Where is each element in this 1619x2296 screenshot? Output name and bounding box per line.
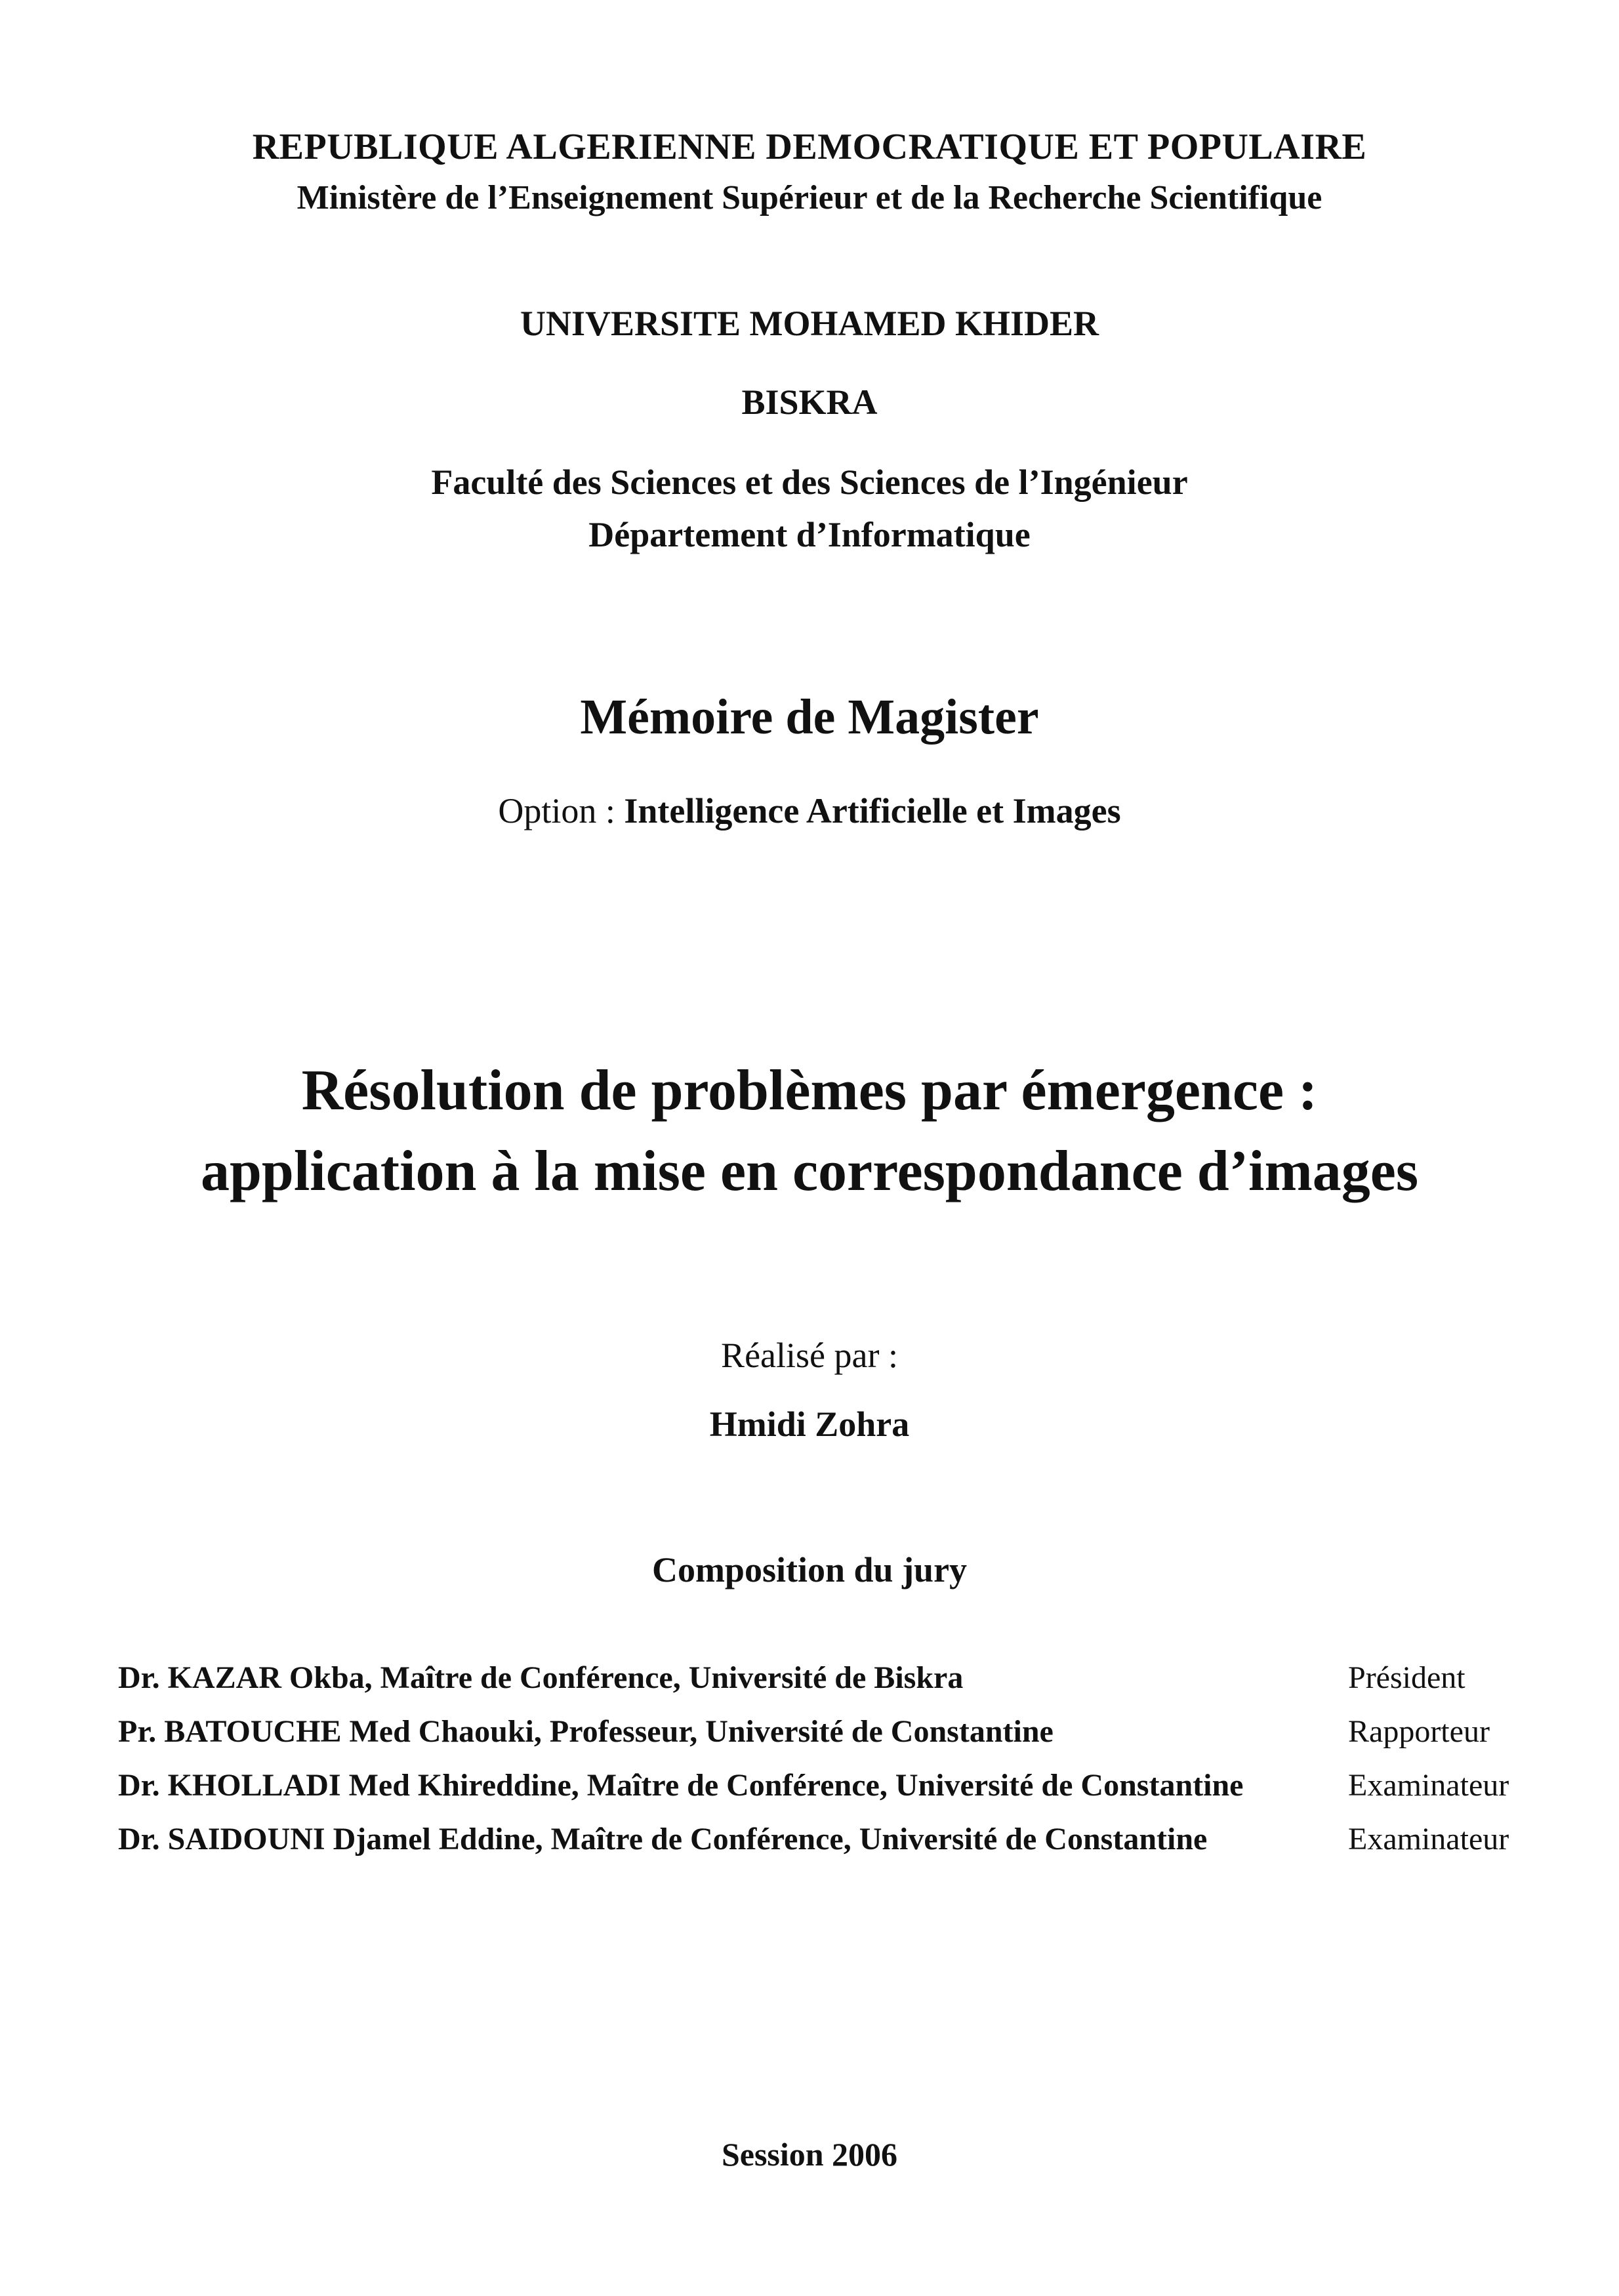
department-name: Département d’Informatique — [588, 515, 1031, 554]
jury-member: Dr. KHOLLADI Med Khireddine, Maître de Conférence, Université de Constantine — [118, 1768, 1244, 1803]
university-city: BISKRA — [741, 382, 878, 422]
jury-role: Président — [1348, 1660, 1465, 1695]
jury-member: Dr. SAIDOUNI Djamel Eddine, Maître de Conférence, Université de Constantine — [118, 1822, 1208, 1856]
jury-role: Examinateur — [1348, 1768, 1509, 1803]
jury-list — [118, 1660, 1528, 1875]
ministry-heading: Ministère de l’Enseignement Supérieur et de la Recherche Scientifique — [297, 179, 1322, 216]
thesis-title-line-1: Résolution de problèmes par émergence : — [301, 1059, 1318, 1122]
jury-row — [118, 1713, 1528, 1767]
jury-row — [118, 1660, 1528, 1713]
jury-member: Pr. BATOUCHE Med Chaouki, Professeur, Université de Constantine — [118, 1714, 1054, 1749]
session-year: Session 2006 — [721, 2136, 898, 2173]
document-type: Mémoire de Magister — [580, 689, 1039, 745]
jury-row — [118, 1821, 1528, 1875]
option-line — [0, 790, 1619, 831]
option-value: Intelligence Artificielle et Images — [624, 791, 1121, 830]
jury-role: Rapporteur — [1348, 1714, 1490, 1749]
university-name: UNIVERSITE MOHAMED KHIDER — [520, 304, 1099, 343]
faculty-name: Faculté des Sciences et des Sciences de l’Ingénieur — [431, 462, 1188, 502]
jury-row — [118, 1767, 1528, 1821]
jury-member: Dr. KAZAR Okba, Maître de Conférence, Université de Biskra — [118, 1660, 964, 1695]
option-label: Option : — [498, 791, 625, 830]
thesis-title-line-2: application à la mise en correspondance d’images — [200, 1139, 1419, 1203]
author-name: Hmidi Zohra — [709, 1404, 910, 1444]
author-label: Réalisé par : — [721, 1336, 898, 1375]
republic-heading: REPUBLIQUE ALGERIENNE DEMOCRATIQUE ET POPULAIRE — [252, 127, 1367, 167]
jury-role: Examinateur — [1348, 1822, 1509, 1856]
jury-title: Composition du jury — [651, 1550, 968, 1589]
